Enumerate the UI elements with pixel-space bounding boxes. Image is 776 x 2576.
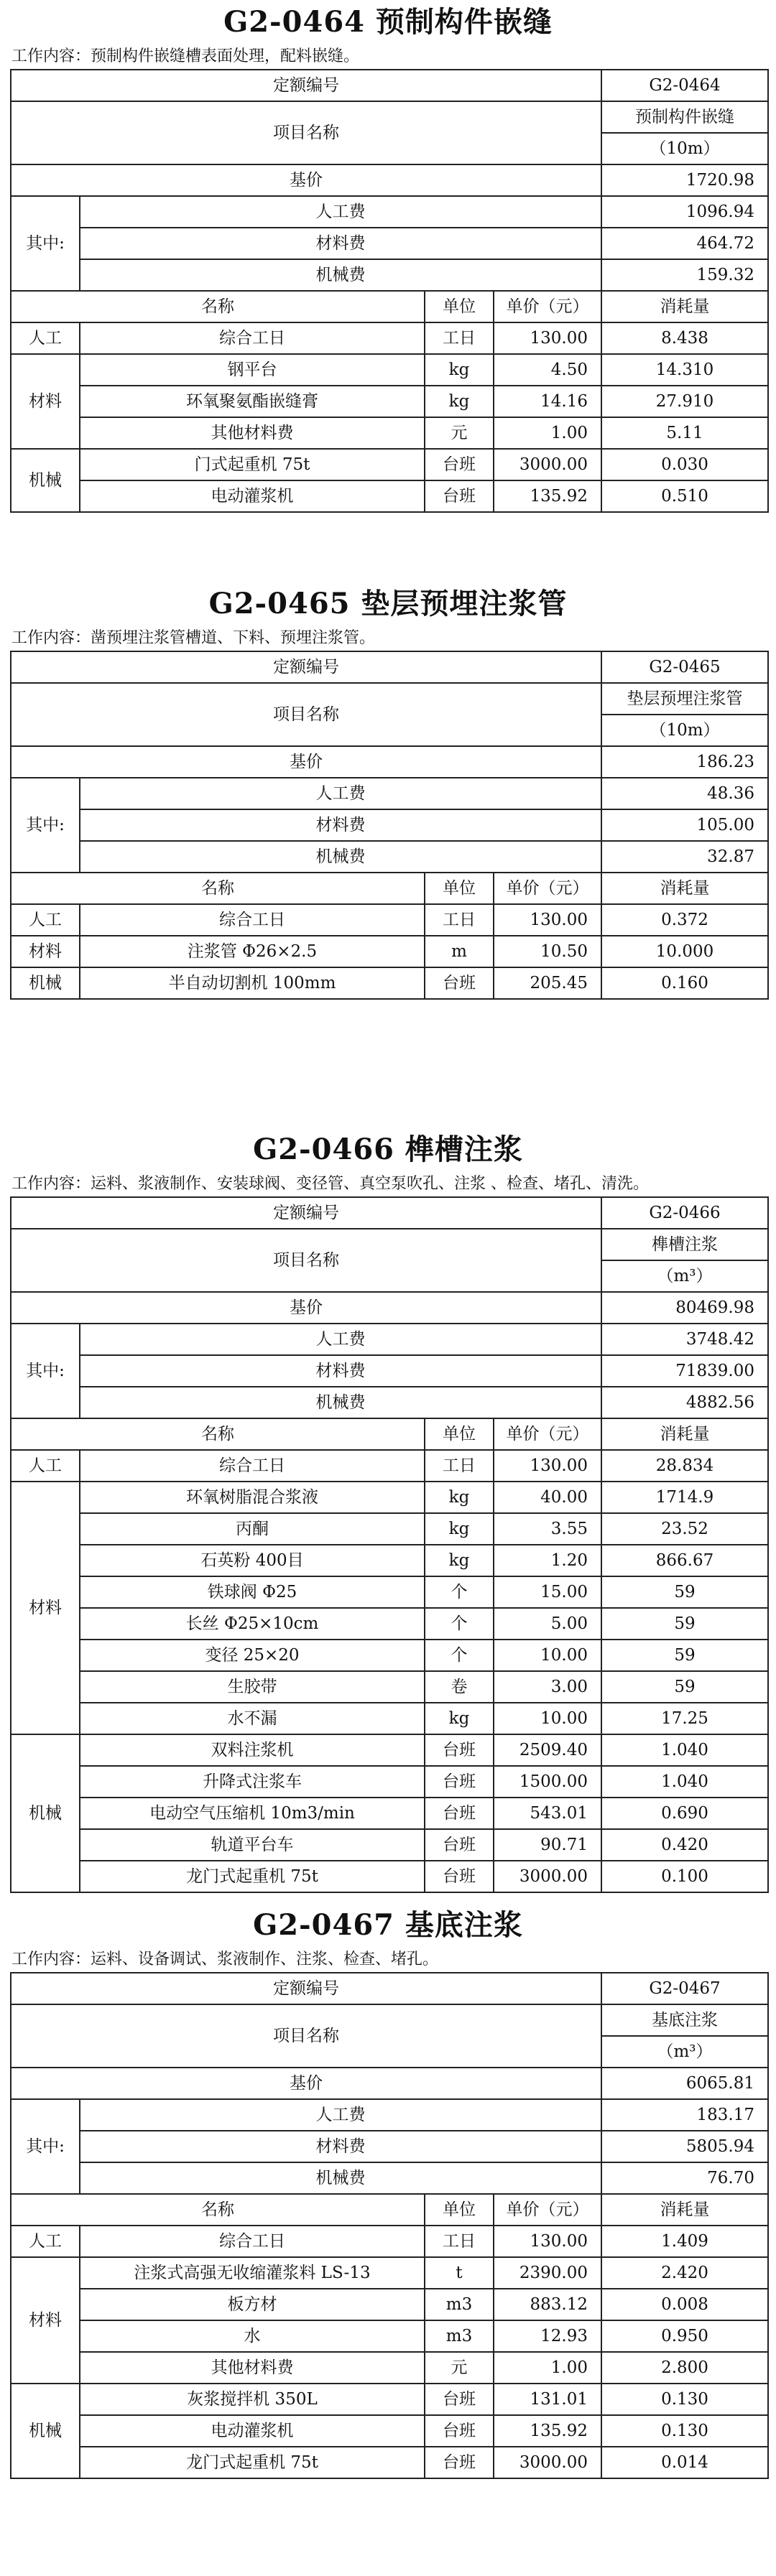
category-cell: 材料	[11, 1482, 80, 1734]
table-row	[11, 1671, 768, 1703]
resource-unit: 台班	[425, 2415, 494, 2447]
table-row	[11, 322, 768, 354]
work-content: 工作内容：预制构件嵌缝槽表面处理，配料嵌缝。	[11, 47, 360, 65]
resource-qty: 0.100	[601, 1861, 768, 1892]
resource-unit: kg	[425, 386, 494, 417]
section-title: G2-0467 基底注浆	[253, 1908, 523, 1942]
item-name: 预制构件嵌缝	[601, 101, 768, 133]
resource-unit: 台班	[425, 2384, 494, 2415]
resource-name: 综合工日	[80, 1450, 425, 1482]
code-label: 定额编号	[11, 70, 601, 101]
resource-name: 升降式注浆车	[80, 1766, 425, 1798]
base-row	[11, 2068, 768, 2099]
code-row	[11, 1973, 768, 2004]
resource-name: 其他材料费	[80, 2352, 425, 2384]
resource-name: 环氧聚氨酯嵌缝膏	[80, 386, 425, 417]
quota-section	[0, 582, 776, 1000]
resource-price: 131.01	[494, 2384, 601, 2415]
resource-name: 注浆管 Φ26×2.5	[80, 936, 425, 967]
header-unit: 单位	[425, 2194, 494, 2226]
resource-name: 水不漏	[80, 1703, 425, 1734]
quota-section	[0, 1127, 776, 1893]
table-row	[11, 1545, 768, 1576]
resource-unit: 台班	[425, 1861, 494, 1892]
machine-row	[11, 259, 768, 291]
resource-qty: 2.800	[601, 2352, 768, 2384]
item-name: 基底注浆	[601, 2004, 768, 2036]
resource-unit: 卷	[425, 1671, 494, 1703]
resource-price: 40.00	[494, 1482, 601, 1513]
item-row	[11, 101, 768, 133]
resource-unit: 台班	[425, 2447, 494, 2478]
quota-section	[0, 0, 776, 513]
resource-qty: 1714.9	[601, 1482, 768, 1513]
resource-name: 电动灌浆机	[80, 2415, 425, 2447]
material-row	[11, 809, 768, 841]
base-label: 基价	[11, 2068, 601, 2099]
resource-qty: 0.130	[601, 2415, 768, 2447]
resource-price: 10.00	[494, 1703, 601, 1734]
resource-qty: 17.25	[601, 1703, 768, 1734]
resource-qty: 1.040	[601, 1734, 768, 1766]
table-row	[11, 386, 768, 417]
resource-unit: 台班	[425, 1798, 494, 1829]
machine-row	[11, 1387, 768, 1418]
labor-row	[11, 196, 768, 228]
resource-qty: 5.11	[601, 417, 768, 449]
material-label: 材料费	[80, 809, 601, 841]
category-cell: 人工	[11, 1450, 80, 1482]
resource-price: 3000.00	[494, 2447, 601, 2478]
header-price: 单价（元）	[494, 873, 601, 904]
labor-label: 人工费	[80, 2099, 601, 2131]
resource-name: 半自动切割机 100mm	[80, 967, 425, 999]
resource-qty: 23.52	[601, 1513, 768, 1545]
labor-label: 人工费	[80, 196, 601, 228]
code-value: G2-0465	[601, 651, 768, 683]
resource-price: 1500.00	[494, 1766, 601, 1798]
resource-qty: 0.510	[601, 480, 768, 512]
resource-price: 2390.00	[494, 2257, 601, 2289]
section-title: G2-0465 垫层预埋注浆管	[208, 587, 568, 620]
resource-qty: 0.950	[601, 2320, 768, 2352]
resource-qty: 0.372	[601, 904, 768, 936]
resource-price: 130.00	[494, 322, 601, 354]
labor-label: 人工费	[80, 778, 601, 809]
resource-price: 1.00	[494, 2352, 601, 2384]
resource-price: 3.55	[494, 1513, 601, 1545]
table-row	[11, 1608, 768, 1640]
table-row	[11, 2320, 768, 2352]
header-unit: 单位	[425, 873, 494, 904]
labor-row	[11, 1324, 768, 1355]
material-row	[11, 228, 768, 259]
base-label: 基价	[11, 164, 601, 196]
category-cell: 机械	[11, 967, 80, 999]
material-label: 材料费	[80, 1355, 601, 1387]
resource-price: 543.01	[494, 1798, 601, 1829]
header-unit: 单位	[425, 291, 494, 322]
machine-row	[11, 841, 768, 873]
resource-unit: 个	[425, 1640, 494, 1671]
resource-name: 灰浆搅拌机 350L	[80, 2384, 425, 2415]
resource-name: 板方材	[80, 2289, 425, 2320]
category-cell: 材料	[11, 2257, 80, 2384]
table-row	[11, 1861, 768, 1892]
resource-price: 135.92	[494, 2415, 601, 2447]
resource-price: 3000.00	[494, 449, 601, 480]
code-label: 定额编号	[11, 1973, 601, 2004]
resource-unit: kg	[425, 1703, 494, 1734]
resource-unit: 个	[425, 1576, 494, 1608]
resource-price: 14.16	[494, 386, 601, 417]
resource-name: 长丝 Φ25×10cm	[80, 1608, 425, 1640]
of-label: 其中:	[11, 2099, 80, 2194]
column-header-row	[11, 291, 768, 322]
resource-price: 15.00	[494, 1576, 601, 1608]
base-label: 基价	[11, 746, 601, 778]
table-row	[11, 2289, 768, 2320]
header-name: 名称	[11, 2194, 425, 2226]
category-cell: 材料	[11, 936, 80, 967]
table-row	[11, 936, 768, 967]
code-row	[11, 651, 768, 683]
base-value: 1720.98	[601, 164, 768, 196]
item-label: 项目名称	[11, 1229, 601, 1292]
machine-value: 4882.56	[601, 1387, 768, 1418]
machine-value: 76.70	[601, 2162, 768, 2194]
resource-unit: 工日	[425, 322, 494, 354]
labor-value: 48.36	[601, 778, 768, 809]
table-row	[11, 1703, 768, 1734]
resource-price: 3.00	[494, 1671, 601, 1703]
category-cell: 机械	[11, 449, 80, 512]
item-row	[11, 2004, 768, 2036]
base-value: 80469.98	[601, 1292, 768, 1324]
base-label: 基价	[11, 1292, 601, 1324]
resource-name: 综合工日	[80, 904, 425, 936]
of-label: 其中:	[11, 196, 80, 291]
of-label: 其中:	[11, 778, 80, 873]
column-header-row	[11, 873, 768, 904]
resource-price: 130.00	[494, 1450, 601, 1482]
resource-unit: kg	[425, 1545, 494, 1576]
section-title: G2-0464 预制构件嵌缝	[223, 5, 553, 39]
machine-row	[11, 2162, 768, 2194]
material-value: 105.00	[601, 809, 768, 841]
of-label: 其中:	[11, 1324, 80, 1418]
resource-price: 883.12	[494, 2289, 601, 2320]
machine-label: 机械费	[80, 841, 601, 873]
resource-qty: 59	[601, 1608, 768, 1640]
table-row	[11, 967, 768, 999]
resource-price: 1.00	[494, 417, 601, 449]
resource-qty: 8.438	[601, 322, 768, 354]
resource-name: 轨道平台车	[80, 1829, 425, 1861]
resource-unit: 台班	[425, 1829, 494, 1861]
base-value: 186.23	[601, 746, 768, 778]
code-value: G2-0464	[601, 70, 768, 101]
machine-label: 机械费	[80, 1387, 601, 1418]
resource-name: 综合工日	[80, 322, 425, 354]
resource-qty: 59	[601, 1576, 768, 1608]
table-row	[11, 2384, 768, 2415]
item-row	[11, 1229, 768, 1260]
item-name: 榫槽注浆	[601, 1229, 768, 1260]
resource-name: 注浆式高强无收缩灌浆料 LS-13	[80, 2257, 425, 2289]
resource-name: 钢平台	[80, 354, 425, 386]
resource-price: 10.50	[494, 936, 601, 967]
table-row	[11, 904, 768, 936]
header-qty: 消耗量	[601, 1418, 768, 1450]
labor-value: 1096.94	[601, 196, 768, 228]
code-label: 定额编号	[11, 1197, 601, 1229]
resource-unit: m	[425, 936, 494, 967]
column-header-row	[11, 1418, 768, 1450]
resource-unit: 台班	[425, 967, 494, 999]
quota-table	[10, 69, 769, 513]
table-row	[11, 417, 768, 449]
resource-qty: 0.030	[601, 449, 768, 480]
resource-qty: 27.910	[601, 386, 768, 417]
table-row	[11, 1734, 768, 1766]
material-value: 5805.94	[601, 2131, 768, 2162]
resource-unit: 个	[425, 1608, 494, 1640]
resource-unit: 台班	[425, 480, 494, 512]
header-qty: 消耗量	[601, 291, 768, 322]
table-row	[11, 449, 768, 480]
category-cell: 人工	[11, 2226, 80, 2257]
category-cell: 机械	[11, 1734, 80, 1892]
resource-price: 205.45	[494, 967, 601, 999]
machine-label: 机械费	[80, 2162, 601, 2194]
table-row	[11, 1640, 768, 1671]
code-label: 定额编号	[11, 651, 601, 683]
material-row	[11, 1355, 768, 1387]
base-row	[11, 746, 768, 778]
resource-price: 12.93	[494, 2320, 601, 2352]
resource-name: 变径 25×20	[80, 1640, 425, 1671]
work-content: 工作内容：凿预埋注浆管槽道、下料、预埋注浆管。	[11, 629, 376, 647]
resource-qty: 0.690	[601, 1798, 768, 1829]
resource-name: 电动空气压缩机 10m3/min	[80, 1798, 425, 1829]
material-label: 材料费	[80, 2131, 601, 2162]
quota-table	[10, 651, 769, 1000]
resource-price: 3000.00	[494, 1861, 601, 1892]
material-row	[11, 2131, 768, 2162]
resource-qty: 28.834	[601, 1450, 768, 1482]
quota-table	[10, 1196, 769, 1893]
code-value: G2-0466	[601, 1197, 768, 1229]
header-qty: 消耗量	[601, 2194, 768, 2226]
labor-value: 183.17	[601, 2099, 768, 2131]
resource-name: 铁球阀 Φ25	[80, 1576, 425, 1608]
base-row	[11, 1292, 768, 1324]
resource-price: 4.50	[494, 354, 601, 386]
material-value: 464.72	[601, 228, 768, 259]
resource-qty: 1.409	[601, 2226, 768, 2257]
resource-price: 1.20	[494, 1545, 601, 1576]
machine-value: 32.87	[601, 841, 768, 873]
base-value: 6065.81	[601, 2068, 768, 2099]
resource-unit: t	[425, 2257, 494, 2289]
table-row	[11, 2415, 768, 2447]
item-label: 项目名称	[11, 683, 601, 746]
material-value: 71839.00	[601, 1355, 768, 1387]
section-title: G2-0466 榫槽注浆	[253, 1133, 523, 1166]
item-unit: （10m）	[601, 133, 768, 164]
resource-unit: m3	[425, 2289, 494, 2320]
machine-label: 机械费	[80, 259, 601, 291]
work-content: 工作内容：运料、浆液制作、安装球阀、变径管、真空泵吹孔、注浆 、检查、堵孔、清洗。	[11, 1175, 649, 1193]
category-cell: 机械	[11, 2384, 80, 2478]
resource-qty: 1.040	[601, 1766, 768, 1798]
resource-qty: 2.420	[601, 2257, 768, 2289]
header-price: 单价（元）	[494, 1418, 601, 1450]
resource-price: 2509.40	[494, 1734, 601, 1766]
resource-price: 130.00	[494, 904, 601, 936]
resource-name: 门式起重机 75t	[80, 449, 425, 480]
resource-qty: 0.130	[601, 2384, 768, 2415]
resource-price: 130.00	[494, 2226, 601, 2257]
resource-unit: 工日	[425, 2226, 494, 2257]
resource-unit: kg	[425, 1482, 494, 1513]
table-row	[11, 1450, 768, 1482]
header-name: 名称	[11, 291, 425, 322]
code-row	[11, 70, 768, 101]
item-label: 项目名称	[11, 101, 601, 164]
resource-unit: 工日	[425, 1450, 494, 1482]
labor-label: 人工费	[80, 1324, 601, 1355]
resource-price: 5.00	[494, 1608, 601, 1640]
header-price: 单价（元）	[494, 291, 601, 322]
labor-row	[11, 2099, 768, 2131]
resource-unit: kg	[425, 354, 494, 386]
table-row	[11, 2447, 768, 2478]
resource-price: 10.00	[494, 1640, 601, 1671]
item-unit: （10m）	[601, 715, 768, 746]
category-cell: 人工	[11, 904, 80, 936]
table-row	[11, 2352, 768, 2384]
table-row	[11, 1576, 768, 1608]
column-header-row	[11, 2194, 768, 2226]
resource-qty: 10.000	[601, 936, 768, 967]
resource-unit: 元	[425, 417, 494, 449]
table-row	[11, 2257, 768, 2289]
table-row	[11, 480, 768, 512]
header-name: 名称	[11, 873, 425, 904]
table-row	[11, 1829, 768, 1861]
code-row	[11, 1197, 768, 1229]
resource-qty: 0.160	[601, 967, 768, 999]
work-content: 工作内容：运料、设备调试、浆液制作、注浆、检查、堵孔。	[11, 1950, 439, 1968]
resource-name: 生胶带	[80, 1671, 425, 1703]
item-unit: （m³）	[601, 1260, 768, 1292]
resource-name: 综合工日	[80, 2226, 425, 2257]
quota-table	[10, 1972, 769, 2479]
material-label: 材料费	[80, 228, 601, 259]
code-value: G2-0467	[601, 1973, 768, 2004]
resource-unit: 台班	[425, 1734, 494, 1766]
resource-unit: 元	[425, 2352, 494, 2384]
resource-name: 龙门式起重机 75t	[80, 1861, 425, 1892]
resource-price: 90.71	[494, 1829, 601, 1861]
resource-unit: m3	[425, 2320, 494, 2352]
table-row	[11, 1766, 768, 1798]
item-label: 项目名称	[11, 2004, 601, 2068]
labor-value: 3748.42	[601, 1324, 768, 1355]
table-row	[11, 1798, 768, 1829]
labor-row	[11, 778, 768, 809]
resource-qty: 0.014	[601, 2447, 768, 2478]
resource-price: 135.92	[494, 480, 601, 512]
table-row	[11, 1513, 768, 1545]
resource-name: 双料注浆机	[80, 1734, 425, 1766]
resource-unit: 台班	[425, 449, 494, 480]
resource-qty: 59	[601, 1640, 768, 1671]
resource-unit: kg	[425, 1513, 494, 1545]
category-cell: 人工	[11, 322, 80, 354]
item-unit: （m³）	[601, 2036, 768, 2068]
resource-qty: 866.67	[601, 1545, 768, 1576]
resource-name: 龙门式起重机 75t	[80, 2447, 425, 2478]
resource-name: 水	[80, 2320, 425, 2352]
category-cell: 材料	[11, 354, 80, 449]
base-row	[11, 164, 768, 196]
resource-name: 石英粉 400目	[80, 1545, 425, 1576]
header-name: 名称	[11, 1418, 425, 1450]
resource-qty: 0.420	[601, 1829, 768, 1861]
resource-name: 电动灌浆机	[80, 480, 425, 512]
resource-name: 环氧树脂混合浆液	[80, 1482, 425, 1513]
resource-unit: 工日	[425, 904, 494, 936]
header-unit: 单位	[425, 1418, 494, 1450]
resource-name: 其他材料费	[80, 417, 425, 449]
item-row	[11, 683, 768, 715]
header-qty: 消耗量	[601, 873, 768, 904]
machine-value: 159.32	[601, 259, 768, 291]
table-row	[11, 2226, 768, 2257]
table-row	[11, 354, 768, 386]
resource-qty: 59	[601, 1671, 768, 1703]
quota-section	[0, 1903, 776, 2479]
resource-name: 丙酮	[80, 1513, 425, 1545]
resource-qty: 0.008	[601, 2289, 768, 2320]
header-price: 单价（元）	[494, 2194, 601, 2226]
item-name: 垫层预埋注浆管	[601, 683, 768, 715]
resource-qty: 14.310	[601, 354, 768, 386]
resource-unit: 台班	[425, 1766, 494, 1798]
table-row	[11, 1482, 768, 1513]
